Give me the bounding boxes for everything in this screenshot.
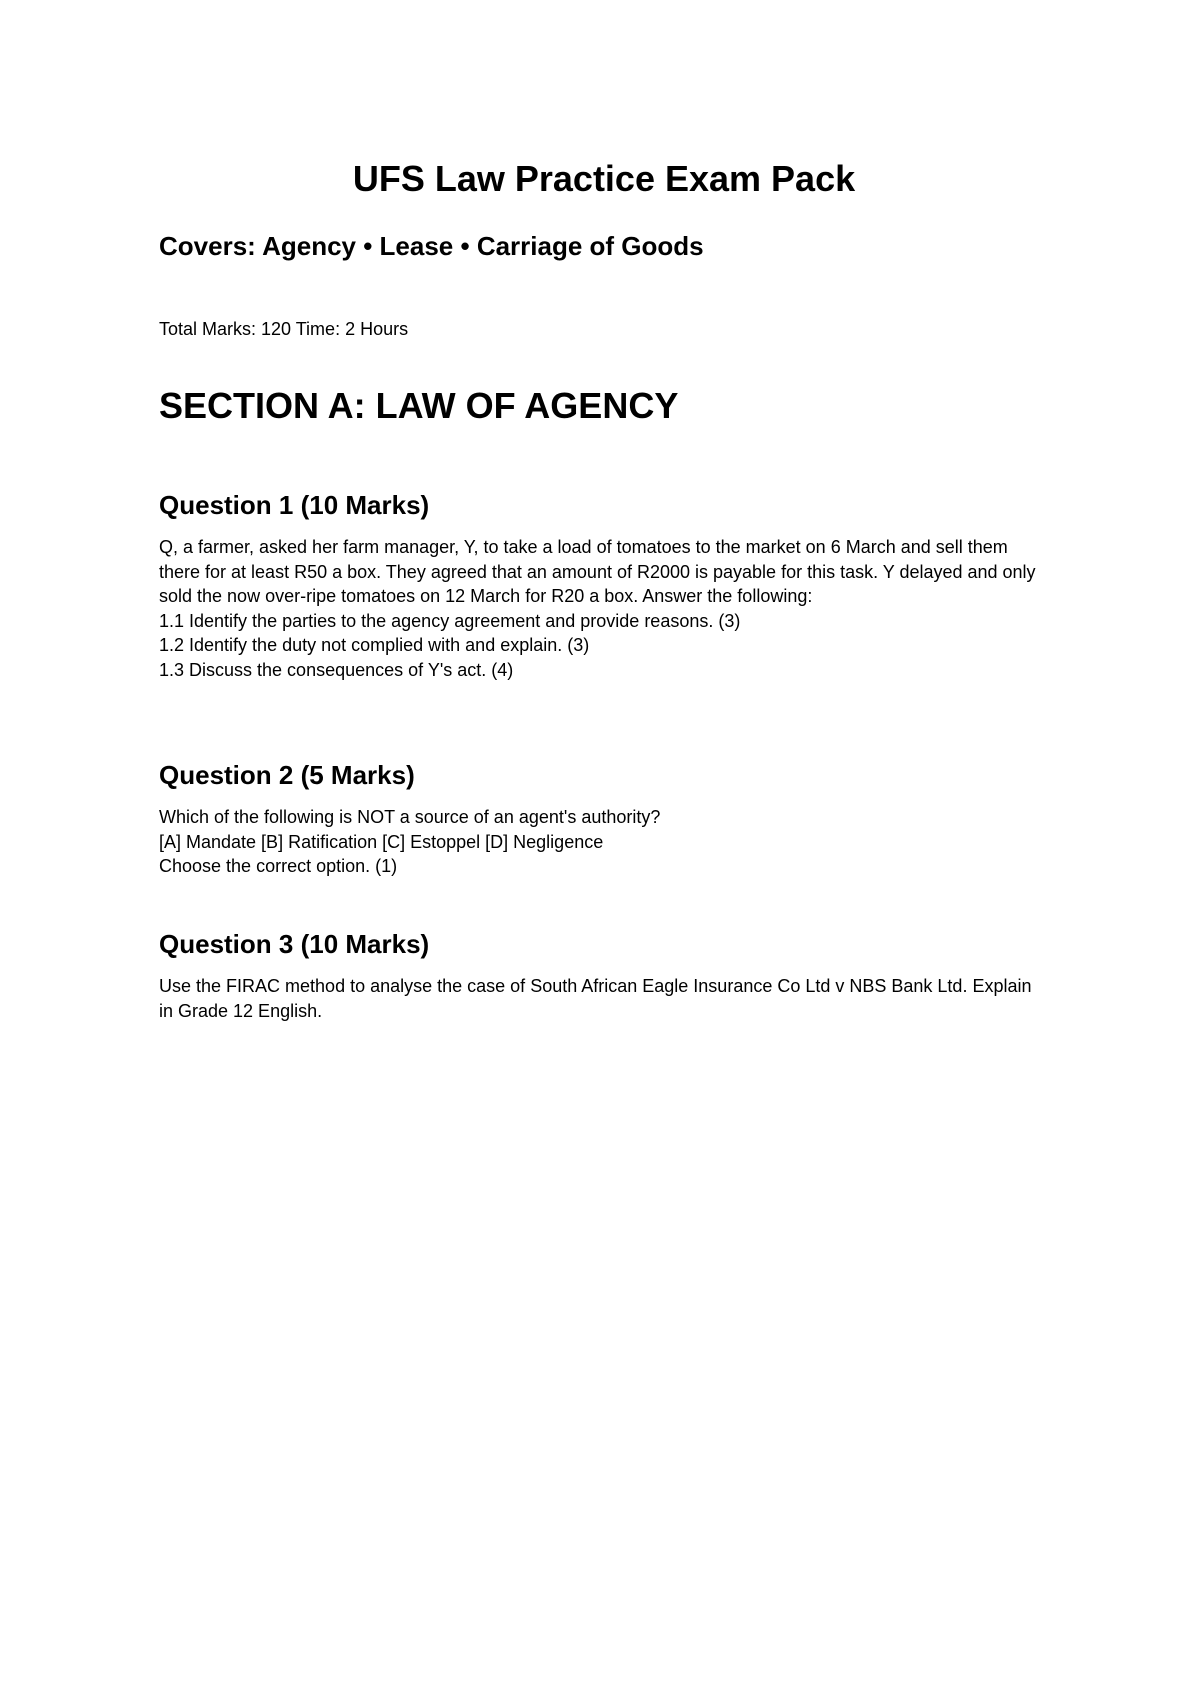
question-2-instruction: Choose the correct option. (1) <box>159 856 398 876</box>
question-1-item-2: 1.2 Identify the duty not complied with and explain. (3) <box>159 635 590 655</box>
question-1-heading: Question 1 (10 Marks) <box>159 490 430 520</box>
question-2 <box>159 759 1049 879</box>
question-3-heading: Question 3 (10 Marks) <box>159 929 430 959</box>
question-1-item-3: 1.3 Discuss the consequences of Y's act. (4) <box>159 659 514 680</box>
question-1 <box>159 489 1049 682</box>
question-3-body <box>159 974 1049 1023</box>
question-2-heading: Question 2 (5 Marks) <box>159 760 415 790</box>
section-a-heading: SECTION A: LAW OF AGENCY <box>159 385 679 426</box>
question-1-scenario: Q, a farmer, asked her farm manager, Y, to take a load of tomatoes to the market on 6 March and sell them there for at least R50 a box. They agreed that an amount of R2000 is payable for this task. Y delayed and only sold the now over-ripe tomatoes on 12 March for R20 a box. Answer the following: <box>159 537 1036 606</box>
question-3 <box>159 928 1049 1023</box>
document-subtitle: Covers: Agency • Lease • Carriage of Goods <box>159 231 704 261</box>
question-1-item-1: 1.1 Identify the parties to the agency agreement and provide reasons. (3) <box>159 610 741 631</box>
document-title: UFS Law Practice Exam Pack <box>352 158 856 199</box>
question-3-text: Use the FIRAC method to analyse the case of South African Eagle Insurance Co Ltd v NBS Bank Ltd. Explain in Grade 12 English. <box>159 976 1032 1021</box>
question-2-body <box>159 805 1049 879</box>
question-1-body <box>159 535 1049 682</box>
exam-meta: Total Marks: 120 Time: 2 Hours <box>159 319 409 339</box>
question-2-prompt: Which of the following is NOT a source of an agent's authority? <box>159 807 661 827</box>
question-2-options: [A] Mandate [B] Ratification [C] Estoppel [D] Negligence <box>159 831 604 852</box>
